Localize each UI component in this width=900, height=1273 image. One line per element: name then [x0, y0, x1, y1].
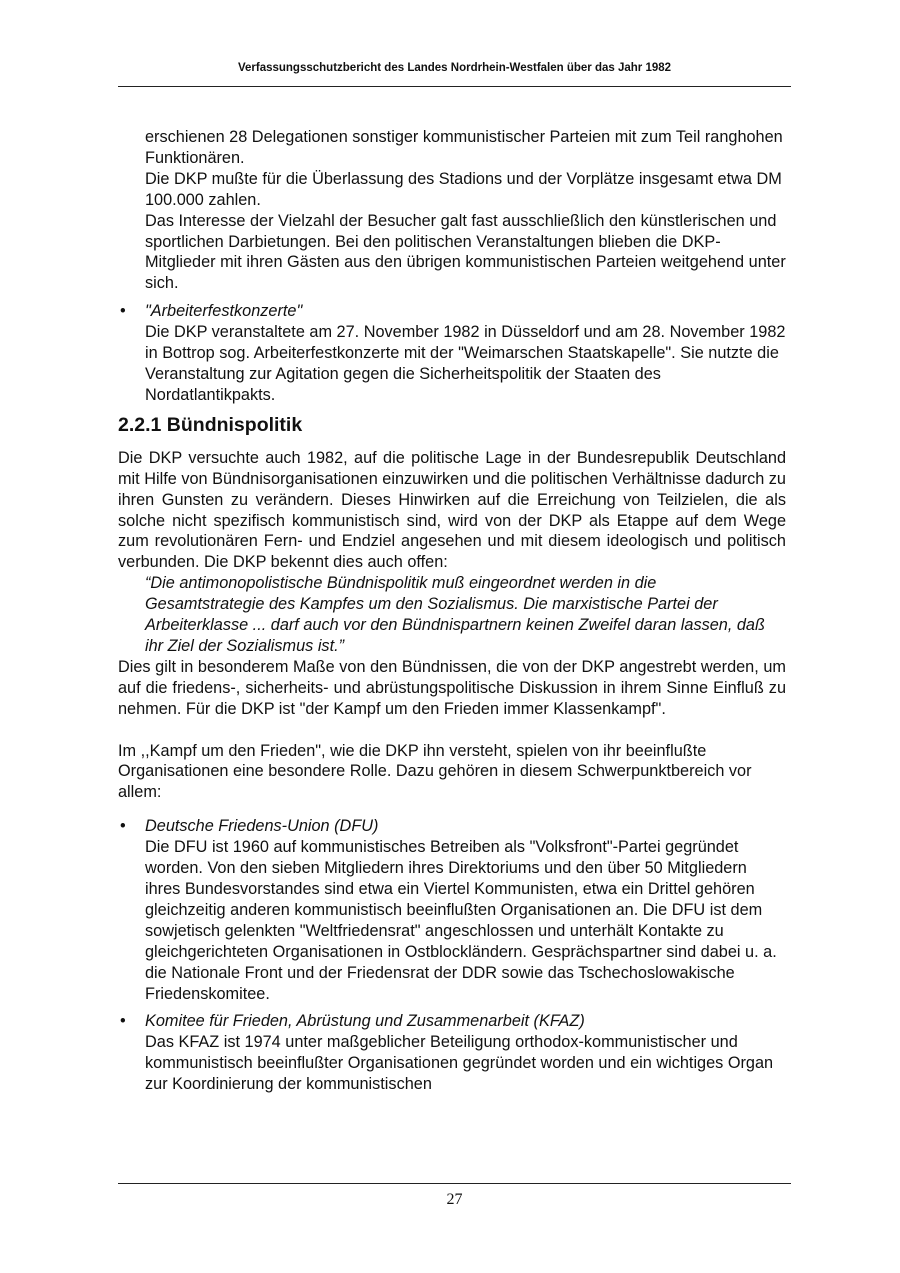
bullet-item-dfu: [118, 816, 786, 1004]
bullet-title: "Arbeiterfestkonzerte": [145, 302, 303, 321]
paragraph: Die DKP mußte für die Überlassung des Stadions und der Vorplätze insgesamt etwa DM 100.000 zahlen.: [145, 169, 782, 209]
bullet-item-kfaz: [118, 1011, 786, 1095]
paragraph: erschienen 28 Delegationen sonstiger kommunistischer Parteien mit zum Teil ranghohen Funktionären.: [145, 128, 783, 167]
paragraph: Die DKP versuchte auch 1982, auf die politische Lage in der Bundesrepublik Deutschland mit Hilfe von Bündnisorganisationen einzuwirken und die politischen Verhältnisse dadurch zu ihren Gunsten zu verändern. Dieses Hinwirken auf die Erreichung von Teilzielen, die als solche nicht spezifisch kommunistisch sind, wird von der DKP als Etappe auf dem Wege zum revolutionären Fern- und Endziel angesehen und mit diesem ideologisch und politisch verbunden. Die DKP bekennt dies auch offen:: [118, 448, 786, 572]
paragraph: Das Interesse der Vielzahl der Besucher galt fast ausschließlich den künstlerischen und sportlichen Darbietungen. Bei den politischen Veranstaltungen blieben die DKP-Mitglieder mit ihren Gästen aus den übrigen kommunistischen Parteien weitgehend unter sich.: [145, 211, 786, 293]
bullet-title: Deutsche Friedens-Union (DFU): [145, 817, 379, 836]
paragraph: Im ,,Kampf um den Frieden", wie die DKP ihn versteht, spielen von ihr beeinflußte Organisationen eine besondere Rolle. Dazu gehören in diesem Schwerpunktbereich vor allem:: [118, 741, 752, 802]
bullet-text: Die DFU ist 1960 auf kommunistisches Betreiben als "Volksfront"-Partei gegründet worden. Von den sieben Mitgliedern ihres Direktoriums und den über 50 Mitgliedern ihres Bundesvorstandes sind etwa ein Viertel Kommunisten, etwa ein Drittel gehören gleichzeitig anderen kommunistisch beeinflußten Organisationen an. Die DFU ist dem sowjetisch gelenkten "Weltfriedensrat" angeschlossen und unterhält Kontakte zu gleichgerichteten Organisationen in Ostblockländern. Gesprächspartner sind dabei u. a. die Nationale Front und der Friedensrat der DDR sowie das Tschechoslowakische Friedenskomitee.: [145, 838, 777, 1003]
bullet-icon: •: [120, 1012, 126, 1031]
bullet-icon: •: [120, 817, 126, 836]
page-number: 27: [446, 1191, 463, 1208]
running-header: Verfassungsschutzbericht des Landes Nordrhein-Westfalen über das Jahr 1982: [237, 62, 672, 74]
paragraph: Dies gilt in besonderem Maße von den Bündnissen, die von der DKP angestrebt werden, um auf die friedens-, sicherheits- und abrüstungspolitische Diskussion in ihrem Sinne Einfluß zu nehmen. Für die DKP ist "der Kampf um den Frieden immer Klassenkampf".: [118, 657, 786, 718]
continuation-block: [118, 127, 786, 294]
page-body: [118, 127, 786, 1095]
bullet-icon: •: [120, 302, 126, 321]
footer-rule: [118, 1183, 791, 1184]
bullet-item-arbeiterfestkonzerte: [118, 301, 786, 406]
bullet-text: Die DKP veranstaltete am 27. November 1982 in Düsseldorf und am 28. November 1982 in Bottrop sog. Arbeiterfestkonzerte mit der "Weimarschen Staatskapelle". Sie nutzte die Veranstaltung zur Agitation gegen die Sicherheitspolitik der Staaten des Nordatlantikpakts.: [145, 323, 786, 404]
bullet-text: Das KFAZ ist 1974 unter maßgeblicher Beteiligung orthodox-kommunistischer und kommunistisch beeinflußter Organisationen gegründet worden und ein wichtiges Organ zur Koordinierung der kommunistischen: [145, 1033, 774, 1094]
section-heading: 2.2.1 Bündnispolitik: [118, 413, 303, 436]
header-rule: [118, 86, 791, 87]
block-quote: “Die antimonopolistische Bündnispolitik muß eingeordnet werden in die Gesamtstrategie des Kampfes um den Sozialismus. Die marxistische Partei der Arbeiterklasse ... darf auch vor den Bündnispartnern keinen Zweifel daran lassen, daß ihr Ziel der Sozialismus ist.”: [145, 574, 765, 655]
bullet-title: Komitee für Frieden, Abrüstung und Zusammenarbeit (KFAZ): [145, 1012, 585, 1031]
